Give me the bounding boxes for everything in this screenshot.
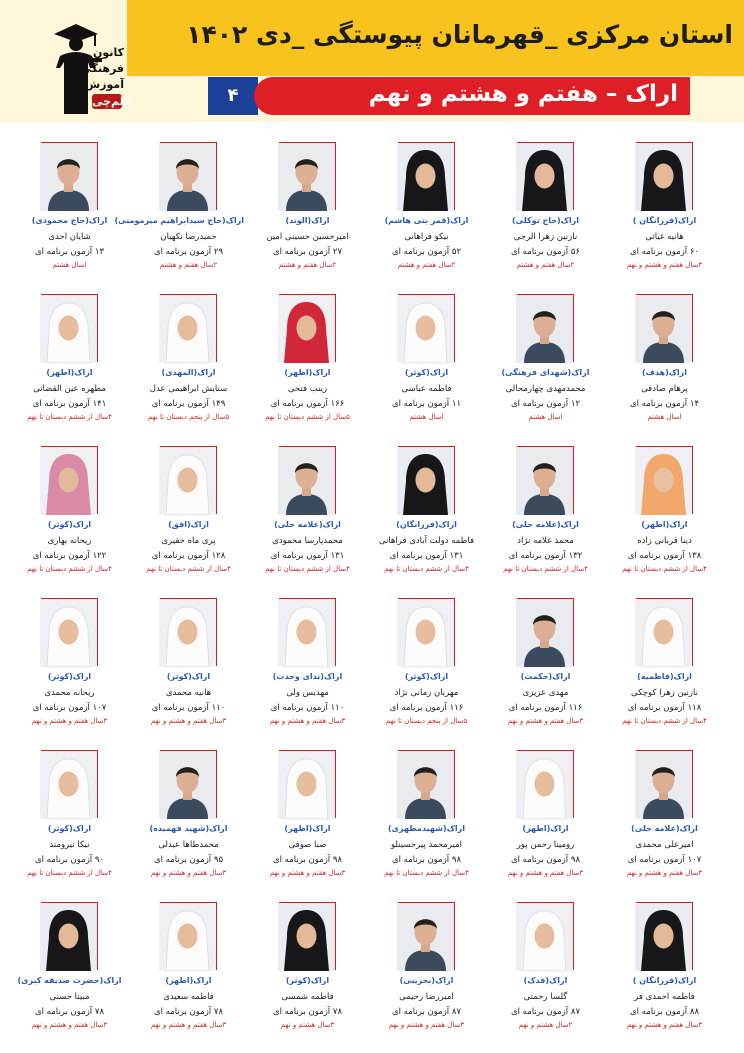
student-years: ۳سال هفتم و هشتم و نهم [31,1021,108,1029]
student-card [613,588,732,736]
student-years: ۴سال از ششم دبستان تا نهم [27,565,112,573]
student-photo [41,750,98,818]
student-name: گلسا رحمتی [523,992,568,1002]
student-exam-count: ۱۱۰ آزمون برنامه ای [151,703,226,713]
student-photo [398,598,455,666]
student-photo [160,902,217,970]
student-exam-count: ۱۳۲ آزمون برنامه ای [508,551,583,561]
student-name: مهدیس ولی [286,688,329,698]
student-years: ۳سال هفتم و هشتم و نهم [626,869,703,877]
students-grid [18,132,732,1044]
title-bar [127,0,744,76]
student-school: اراک(کوثر) [166,672,211,681]
student-exam-count: ۱۱۶ آزمون برنامه ای [389,703,464,713]
student-exam-count: ۱۴ آزمون برنامه ای [629,399,700,409]
student-name: فاطمه سعیدی [163,992,214,1002]
student-school: اراک(ندای وحدت) [272,672,343,681]
student-name: محمدپارسا محمودی [272,536,343,546]
student-exam-count: ۷۸ آزمون برنامه ای [272,1007,343,1017]
student-years: ۳سال هفتم و هشتم و نهم [388,1021,465,1029]
student-years: ۳سال هفتم و هشتم و نهم [626,261,703,269]
student-card [18,284,137,432]
student-exam-count: ۷۸ آزمون برنامه ای [34,1007,105,1017]
student-name: فاطمه دولت آبادی فراهانی [378,536,475,546]
student-card [137,740,256,888]
student-name: نازنین زهرا کوچکی [631,688,698,698]
student-card [494,892,613,1040]
student-card [613,740,732,888]
student-name: ریحانه محمدی [44,688,95,698]
student-years: اسال هشتم [409,413,444,421]
student-card [18,588,137,736]
student-school: اراک(حاج محمودی) [31,216,108,225]
student-name: مبینا حسنی [49,992,90,1002]
student-years: ۳سال هفتم و هشتم و نهم [626,1021,703,1029]
student-exam-count: ۱۰۷ آزمون برنامه ای [32,703,107,713]
student-years: اسال هشتم [647,413,682,421]
student-school: اراک(علامه حلی) [631,824,698,833]
student-exam-count: ۲۹ آزمون برنامه ای [153,247,224,257]
student-card [18,436,137,584]
student-photo [517,902,574,970]
student-exam-count: ۱۲۲ آزمون برنامه ای [32,551,107,561]
student-name: ستایش ابراهیمی عدل [149,384,228,394]
student-photo [517,750,574,818]
student-photo [41,294,98,362]
logo-line-1: کانون [93,46,124,59]
student-school: اراک(افق) [168,520,209,529]
student-photo [160,446,217,514]
student-name: حمیدرضا نکهبان [160,232,217,242]
student-exam-count: ۵۲ آزمون برنامه ای [391,247,462,257]
student-school: اراک(حضرت صدیقه کبری) [17,976,122,985]
student-years: ۲سال هفتم و هشتم [516,261,575,269]
student-exam-count: ۱۶۶ آزمون برنامه ای [270,399,345,409]
student-exam-count: ۷۸ آزمون برنامه ای [153,1007,224,1017]
student-name: فاطمه احمدی فر [634,992,695,1002]
student-exam-count: ۱۰۷ آزمون برنامه ای [627,855,702,865]
student-photo [636,750,693,818]
student-years: ۴سال از ششم دبستان تا نهم [384,869,469,877]
student-photo [279,142,336,210]
student-exam-count: ۱۱۰ آزمون برنامه ای [270,703,345,713]
page-title: استان مرکزی _قهرمانان پیوستگی _دی ۱۴۰۲ [186,20,733,49]
student-card [613,436,732,584]
student-card [137,588,256,736]
student-school: اراک(فرزانگان ) [632,976,697,985]
student-years: ۵سال از پنجم دبستان تا نهم [147,413,230,421]
logo-line-3: آموزش [85,78,124,91]
student-photo [517,446,574,514]
student-card [613,284,732,432]
student-card [256,132,375,280]
student-school: اراک(فاطمیه) [637,672,692,681]
student-photo [41,446,98,514]
student-years: ۳سال هفتم و هشتم و نهم [150,1021,227,1029]
student-years: ۴سال از ششم دبستان تا نهم [146,565,231,573]
student-name: نازنین زهرا الرجی [513,232,578,242]
student-years: ۴سال از ششم دبستان تا نهم [384,565,469,573]
student-exam-count: ۱۳۱ آزمون برنامه ای [270,551,345,561]
student-exam-count: ۹۸ آزمون برنامه ای [391,855,462,865]
student-name: امیرحسین حسینی امین [266,232,349,242]
student-years: ۳سال هفتم و هشتم و نهم [269,869,346,877]
student-name: محمدطاها عبدلی [158,840,219,850]
student-photo [398,446,455,514]
student-exam-count: ۱۲۸ آزمون برنامه ای [151,551,226,561]
student-school: اراک(المهدی) [161,368,216,377]
student-school: اراک(اطهر) [165,976,212,985]
student-school: اراک(شهید فهمیده) [149,824,228,833]
logo-line-4: قلم‌چی [92,95,132,108]
student-photo [636,902,693,970]
student-photo [160,598,217,666]
student-card [494,588,613,736]
student-years: ۳سال هشتم و نهم [280,1021,335,1029]
student-card [494,284,613,432]
student-school: اراک(کوثر) [47,520,92,529]
student-card [494,132,613,280]
student-card [137,284,256,432]
student-school: اراک(کوثر) [285,976,330,985]
student-name: امیرمحمد پیرحسینلو [390,840,463,850]
student-card [256,588,375,736]
student-exam-count: ۱۲ آزمون برنامه ای [510,399,581,409]
subtitle-bar [254,77,690,115]
student-name: مهدی عزیزی [522,688,569,698]
student-exam-count: ۹۵ آزمون برنامه ای [153,855,224,865]
student-photo [279,446,336,514]
student-name: مطهره عین القضاتی [33,384,106,394]
student-photo [398,902,455,970]
student-school: اراک(فرزانگان) [396,520,457,529]
student-card [613,132,732,280]
student-exam-count: ۹۰ آزمون برنامه ای [34,855,105,865]
student-years: ۴سال از ششم دبستان تا نهم [265,565,350,573]
student-years: ۳سال هفتم و هشتم و نهم [507,869,584,877]
student-years: ۵سال از پنجم دبستان تا نهم [385,717,468,725]
student-photo [279,294,336,362]
student-name: زینب فتحی [287,384,328,394]
student-school: اراک(اطهر) [641,520,688,529]
student-name: محمد غلامه نژاد [517,536,574,546]
student-exam-count: ۱۴۱ آزمون برنامه ای [32,399,107,409]
student-card [613,892,732,1040]
student-years: اسال هشتم [528,413,563,421]
student-years: ۴سال از ششم دبستان تا نهم [622,717,707,725]
student-school: اراک(اطهر) [522,824,569,833]
student-photo [41,902,98,970]
student-exam-count: ۱۱ آزمون برنامه ای [391,399,462,409]
student-school: اراک(کوثر) [47,672,92,681]
student-card [256,892,375,1040]
student-name: محمدمهدی چهارمحالی [505,384,586,394]
page-number-box [208,77,258,115]
kanoon-logo [50,22,130,118]
student-photo [160,142,217,210]
student-photo [279,598,336,666]
student-school: اراک(حاج توکلی) [512,216,579,225]
student-years: ۴سال از ششم دبستان تا نهم [27,869,112,877]
student-school: اراک(بحرینی) [399,976,454,985]
page-subtitle: اراک – هفتم و هشتم و نهم [368,81,678,107]
student-card [256,284,375,432]
student-school: اراک(قمر بنی هاشم) [384,216,469,225]
student-name: ریحانه بهاری [47,536,92,546]
student-school: اراک(فدک) [523,976,568,985]
student-exam-count: ۹۸ آزمون برنامه ای [272,855,343,865]
student-exam-count: ۱۱۸ آزمون برنامه ای [627,703,702,713]
student-years: ۴سال از ششم دبستان تا نهم [27,413,112,421]
student-school: اراک(حکمت) [520,672,571,681]
student-card [114,132,256,280]
student-photo [636,294,693,362]
student-school: اراک(الوند) [285,216,330,225]
student-card [375,284,494,432]
student-exam-count: ۱۴۹ آزمون برنامه ای [151,399,226,409]
student-card [494,436,613,584]
student-photo [160,294,217,362]
student-years: ۲سال هفتم و هشتم [397,261,456,269]
student-name: پری ماه حقیری [161,536,216,546]
student-name: صبا صوفی [288,840,327,850]
student-exam-count: ۱۳۸ آزمون برنامه ای [627,551,702,561]
student-school: اراک(هدف) [641,368,688,377]
student-card [375,436,494,584]
student-school: اراک(علامه حلی) [274,520,341,529]
student-school: اراک(اطهر) [284,824,331,833]
student-name: مهربان زمانی نژاد [394,688,459,698]
student-photo [398,294,455,362]
student-years: اسال هشتم [52,261,87,269]
student-years: ۳سال هفتم و هشتم و نهم [150,869,227,877]
student-school: اراک(کوثر) [47,824,92,833]
student-exam-count: ۵۶ آزمون برنامه ای [510,247,581,257]
student-years: ۴سال از ششم دبستان تا نهم [622,565,707,573]
student-years: ۳سال هفتم و هشتم و نهم [269,717,346,725]
student-name: شایان احدی [48,232,91,242]
student-name: امیرعلی محمدی [635,840,694,850]
student-photo [41,598,98,666]
student-card [375,132,494,280]
student-name: پرهام صادقی [641,384,688,394]
student-name: هانیه غیاثی [645,232,684,242]
student-card [256,436,375,584]
student-years: ۵سال از ششم دبستان تا نهم [265,413,350,421]
student-years: ۴سال از ششم دبستان تا نهم [503,565,588,573]
student-card [18,740,137,888]
student-exam-count: ۱۱۶ آزمون برنامه ای [508,703,583,713]
page-number: ۴ [227,85,239,106]
student-photo [398,142,455,210]
student-photo [517,598,574,666]
student-photo [636,598,693,666]
student-photo [398,750,455,818]
student-school: اراک(اطهر) [284,368,331,377]
student-photo [279,750,336,818]
student-photo [279,902,336,970]
student-exam-count: ۸۸ آزمون برنامه ای [629,1007,700,1017]
student-card [18,892,137,1040]
student-exam-count: ۶۰ آزمون برنامه ای [629,247,700,257]
student-exam-count: ۲۷ آزمون برنامه ای [272,247,343,257]
student-name: فاطمه شمسی [281,992,334,1002]
student-years: ۳سال هفتم و هشتم و نهم [31,717,108,725]
student-photo [41,142,98,210]
student-exam-count: ۸۷ آزمون برنامه ای [391,1007,462,1017]
student-photo [160,750,217,818]
student-name: امیررضا رحیمی [399,992,454,1002]
student-school: اراک(علامه حلی) [512,520,579,529]
student-card [375,740,494,888]
student-school: اراک(فرزانگان ) [632,216,697,225]
logo-line-2: فرهنگی [80,62,124,75]
student-years: ۳سال هفتم و هشتم و نهم [150,717,227,725]
student-card [375,588,494,736]
student-exam-count: ۱۳۱ آزمون برنامه ای [389,551,464,561]
student-school: اراک(اطهر) [46,368,93,377]
student-years: ۲سال هشتم و نهم [518,1021,573,1029]
student-years: ۲سال هفتم و هشتم [278,261,337,269]
student-card [137,892,256,1040]
student-years: ۲سال هفتم و هشتم [159,261,218,269]
student-school: اراک(حاج سیدابراهیم میرمومنی) [114,216,244,225]
student-photo [636,446,693,514]
student-card [375,892,494,1040]
student-photo [517,142,574,210]
student-card [18,132,137,280]
student-photo [636,142,693,210]
student-exam-count: ۸۷ آزمون برنامه ای [510,1007,581,1017]
student-years: ۳سال هفتم و هشتم و نهم [507,717,584,725]
student-name: فاطمه عباسی [401,384,452,394]
student-exam-count: ۹۸ آزمون برنامه ای [510,855,581,865]
student-school: اراک(شهیدمطهری) [388,824,465,833]
student-school: اراک(کوثر) [404,368,449,377]
student-school: اراک(شهدای فرهنگی) [501,368,590,377]
student-photo [517,294,574,362]
student-name: نیکا نیرومند [49,840,90,850]
student-name: دینا قربانی زاده [637,536,692,546]
student-exam-count: ۱۳ آزمون برنامه ای [34,247,105,257]
student-name: رومینا رحمن پور [516,840,575,850]
student-card [256,740,375,888]
student-card [494,740,613,888]
student-school: اراک(کوثر) [404,672,449,681]
student-name: هانیه محمدی [165,688,212,698]
student-name: نیکو فراهانی [404,232,449,242]
student-card [137,436,256,584]
